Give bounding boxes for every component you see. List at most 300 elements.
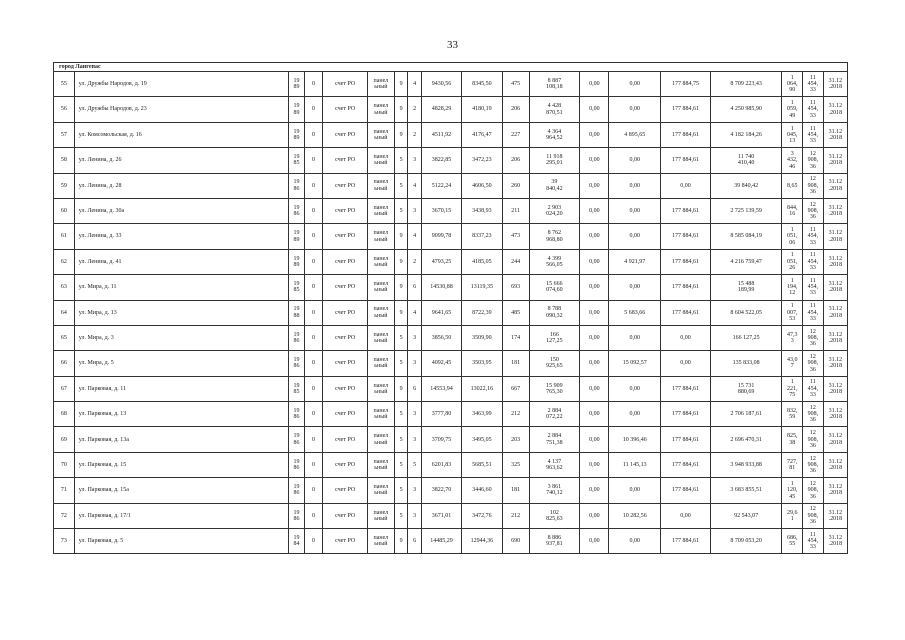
total-cost-cell: 4 364 964,52 bbox=[529, 122, 580, 147]
wall-material-cell: панел ьный bbox=[367, 402, 394, 427]
deadline-cell: 31.12 .2018 bbox=[823, 478, 847, 503]
table-row bbox=[54, 224, 848, 249]
unit-limit-cell: 12 908, 36 bbox=[803, 198, 824, 223]
residents-cell: 181 bbox=[502, 351, 529, 376]
address-cell: ул. Парковая, д. 17/1 bbox=[74, 503, 288, 528]
col-zero-cell: 0 bbox=[304, 325, 323, 350]
floors-cell: 5 bbox=[394, 402, 407, 427]
entrances-cell: 6 bbox=[408, 529, 421, 554]
value-2-cell: 0,00 bbox=[609, 198, 661, 223]
unit-limit-cell: 12 908, 36 bbox=[803, 503, 824, 528]
col-zero-cell: 0 bbox=[304, 529, 323, 554]
value-4-cell: 4 250 985,90 bbox=[710, 97, 781, 122]
address-cell: ул. Дружбы Народов, д. 19 bbox=[74, 72, 288, 97]
row-number-cell: 62 bbox=[54, 249, 75, 274]
deadline-cell: 31.12 .2018 bbox=[823, 376, 847, 401]
unit-cost-cell: 3 432, 46 bbox=[782, 148, 803, 173]
unit-cost-cell: 1 007, 53 bbox=[782, 300, 803, 325]
area-total-cell: 3777,80 bbox=[421, 402, 461, 427]
fund-type-cell: счет РО bbox=[323, 376, 368, 401]
area-living-cell: 3472,76 bbox=[462, 503, 502, 528]
value-3-cell: 177 884,61 bbox=[661, 249, 711, 274]
floors-cell: 5 bbox=[394, 198, 407, 223]
area-living-cell: 3438,93 bbox=[462, 198, 502, 223]
fund-type-cell: счет РО bbox=[323, 275, 368, 300]
entrances-cell: 4 bbox=[408, 72, 421, 97]
wall-material-cell: панел ьный bbox=[367, 478, 394, 503]
entrances-cell: 6 bbox=[408, 275, 421, 300]
table-row bbox=[54, 173, 848, 198]
fund-type-cell: счет РО bbox=[323, 529, 368, 554]
unit-limit-cell: 12 908, 36 bbox=[803, 402, 824, 427]
wall-material-cell: панел ьный bbox=[367, 376, 394, 401]
floors-cell: 9 bbox=[394, 529, 407, 554]
value-1-cell: 0,00 bbox=[580, 198, 609, 223]
value-3-cell: 177 884,61 bbox=[661, 300, 711, 325]
value-3-cell: 177 884,61 bbox=[661, 122, 711, 147]
address-cell: ул. Мира, д. 3 bbox=[74, 325, 288, 350]
unit-cost-cell: 29,6 1 bbox=[782, 503, 803, 528]
build-year-cell: 19 86 bbox=[289, 173, 305, 198]
entrances-cell: 3 bbox=[408, 427, 421, 452]
table-row bbox=[54, 452, 848, 477]
entrances-cell: 2 bbox=[408, 97, 421, 122]
city-header-row bbox=[54, 63, 848, 72]
address-cell: ул. Парковая, д. 13а bbox=[74, 427, 288, 452]
total-cost-cell: 4 137 963,62 bbox=[529, 452, 580, 477]
col-zero-cell: 0 bbox=[304, 97, 323, 122]
value-1-cell: 0,00 bbox=[580, 97, 609, 122]
area-total-cell: 4793,25 bbox=[421, 249, 461, 274]
total-cost-cell: 4 399 566,05 bbox=[529, 249, 580, 274]
wall-material-cell: панел ьный bbox=[367, 529, 394, 554]
residents-cell: 690 bbox=[502, 529, 529, 554]
deadline-cell: 31.12 .2018 bbox=[823, 97, 847, 122]
value-1-cell: 0,00 bbox=[580, 503, 609, 528]
value-1-cell: 0,00 bbox=[580, 72, 609, 97]
floors-cell: 9 bbox=[394, 72, 407, 97]
value-4-cell: 166 127,25 bbox=[710, 325, 781, 350]
area-living-cell: 8337,23 bbox=[462, 224, 502, 249]
deadline-cell: 31.12 .2018 bbox=[823, 503, 847, 528]
value-2-cell: 5 683,66 bbox=[609, 300, 661, 325]
build-year-cell: 19 86 bbox=[289, 452, 305, 477]
row-number-cell: 72 bbox=[54, 503, 75, 528]
fund-type-cell: счет РО bbox=[323, 325, 368, 350]
col-zero-cell: 0 bbox=[304, 300, 323, 325]
total-cost-cell: 4 428 870,51 bbox=[529, 97, 580, 122]
address-cell: ул. Ленина, д. 26 bbox=[74, 148, 288, 173]
col-zero-cell: 0 bbox=[304, 275, 323, 300]
value-2-cell: 4 921,97 bbox=[609, 249, 661, 274]
value-2-cell: 0,00 bbox=[609, 224, 661, 249]
residents-cell: 174 bbox=[502, 325, 529, 350]
wall-material-cell: панел ьный bbox=[367, 275, 394, 300]
value-3-cell: 177 884,75 bbox=[661, 72, 711, 97]
unit-limit-cell: 12 908, 36 bbox=[803, 351, 824, 376]
unit-cost-cell: 1 064, 90 bbox=[782, 72, 803, 97]
floors-cell: 5 bbox=[394, 503, 407, 528]
floors-cell: 9 bbox=[394, 376, 407, 401]
residents-cell: 203 bbox=[502, 427, 529, 452]
entrances-cell: 4 bbox=[408, 173, 421, 198]
value-2-cell: 0,00 bbox=[609, 72, 661, 97]
value-1-cell: 0,00 bbox=[580, 249, 609, 274]
build-year-cell: 19 85 bbox=[289, 376, 305, 401]
value-4-cell: 11 740 410,40 bbox=[710, 148, 781, 173]
fund-type-cell: счет РО bbox=[323, 72, 368, 97]
unit-limit-cell: 11 454, 33 bbox=[803, 275, 824, 300]
value-1-cell: 0,00 bbox=[580, 148, 609, 173]
col-zero-cell: 0 bbox=[304, 402, 323, 427]
fund-type-cell: счет РО bbox=[323, 427, 368, 452]
total-cost-cell: 166 127,25 bbox=[529, 325, 580, 350]
fund-type-cell: счет РО bbox=[323, 249, 368, 274]
area-total-cell: 4092,45 bbox=[421, 351, 461, 376]
value-3-cell: 177 884,61 bbox=[661, 148, 711, 173]
wall-material-cell: панел ьный bbox=[367, 300, 394, 325]
value-1-cell: 0,00 bbox=[580, 173, 609, 198]
total-cost-cell: 2 884 751,38 bbox=[529, 427, 580, 452]
unit-limit-cell: 11 454, 33 bbox=[803, 122, 824, 147]
value-2-cell: 0,00 bbox=[609, 97, 661, 122]
address-cell: ул. Парковая, д. 15а bbox=[74, 478, 288, 503]
col-zero-cell: 0 bbox=[304, 376, 323, 401]
deadline-cell: 31.12 .2018 bbox=[823, 300, 847, 325]
table-row bbox=[54, 325, 848, 350]
wall-material-cell: панел ьный bbox=[367, 148, 394, 173]
address-cell: ул. Мира, д. 5 bbox=[74, 351, 288, 376]
floors-cell: 9 bbox=[394, 224, 407, 249]
wall-material-cell: панел ьный bbox=[367, 72, 394, 97]
value-4-cell: 15 731 880,69 bbox=[710, 376, 781, 401]
area-total-cell: 3856,50 bbox=[421, 325, 461, 350]
area-total-cell: 3822,70 bbox=[421, 478, 461, 503]
entrances-cell: 3 bbox=[408, 478, 421, 503]
area-total-cell: 5122,24 bbox=[421, 173, 461, 198]
unit-limit-cell: 11 454, 33 bbox=[803, 376, 824, 401]
page-number: 33 bbox=[447, 39, 458, 51]
value-1-cell: 0,00 bbox=[580, 376, 609, 401]
unit-cost-cell: 1 194, 12 bbox=[782, 275, 803, 300]
floors-cell: 9 bbox=[394, 249, 407, 274]
residents-cell: 325 bbox=[502, 452, 529, 477]
area-living-cell: 5685,51 bbox=[462, 452, 502, 477]
unit-limit-cell: 11 454, 33 bbox=[803, 72, 824, 97]
area-living-cell: 3509,90 bbox=[462, 325, 502, 350]
fund-type-cell: счет РО bbox=[323, 300, 368, 325]
unit-limit-cell: 12 908, 36 bbox=[803, 452, 824, 477]
build-year-cell: 19 84 bbox=[289, 529, 305, 554]
row-number-cell: 66 bbox=[54, 351, 75, 376]
value-1-cell: 0,00 bbox=[580, 529, 609, 554]
deadline-cell: 31.12 .2018 bbox=[823, 173, 847, 198]
table-row bbox=[54, 122, 848, 147]
residents-cell: 181 bbox=[502, 478, 529, 503]
build-year-cell: 19 85 bbox=[289, 275, 305, 300]
floors-cell: 9 bbox=[394, 275, 407, 300]
value-3-cell: 0,00 bbox=[661, 173, 711, 198]
unit-cost-cell: 825, 38 bbox=[782, 427, 803, 452]
area-total-cell: 14530,88 bbox=[421, 275, 461, 300]
area-total-cell: 3670,15 bbox=[421, 198, 461, 223]
row-number-cell: 64 bbox=[54, 300, 75, 325]
fund-type-cell: счет РО bbox=[323, 97, 368, 122]
total-cost-cell: 8 886 937,81 bbox=[529, 529, 580, 554]
table-row bbox=[54, 376, 848, 401]
value-1-cell: 0,00 bbox=[580, 351, 609, 376]
fund-type-cell: счет РО bbox=[323, 351, 368, 376]
value-2-cell: 11 145,13 bbox=[609, 452, 661, 477]
deadline-cell: 31.12 .2018 bbox=[823, 427, 847, 452]
row-number-cell: 61 bbox=[54, 224, 75, 249]
deadline-cell: 31.12 .2018 bbox=[823, 325, 847, 350]
entrances-cell: 3 bbox=[408, 402, 421, 427]
row-number-cell: 59 bbox=[54, 173, 75, 198]
row-number-cell: 71 bbox=[54, 478, 75, 503]
row-number-cell: 58 bbox=[54, 148, 75, 173]
unit-limit-cell: 11 454, 33 bbox=[803, 249, 824, 274]
unit-limit-cell: 12 908, 36 bbox=[803, 478, 824, 503]
value-3-cell: 177 884,61 bbox=[661, 97, 711, 122]
build-year-cell: 19 89 bbox=[289, 249, 305, 274]
value-3-cell: 177 884,61 bbox=[661, 452, 711, 477]
wall-material-cell: панел ьный bbox=[367, 351, 394, 376]
entrances-cell: 5 bbox=[408, 452, 421, 477]
wall-material-cell: панел ьный bbox=[367, 249, 394, 274]
value-1-cell: 0,00 bbox=[580, 452, 609, 477]
unit-cost-cell: 727, 81 bbox=[782, 452, 803, 477]
row-number-cell: 55 bbox=[54, 72, 75, 97]
col-zero-cell: 0 bbox=[304, 72, 323, 97]
area-total-cell: 9430,56 bbox=[421, 72, 461, 97]
value-3-cell: 0,00 bbox=[661, 351, 711, 376]
total-cost-cell: 11 918 295,01 bbox=[529, 148, 580, 173]
value-2-cell: 0,00 bbox=[609, 325, 661, 350]
value-4-cell: 3 683 855,51 bbox=[710, 478, 781, 503]
address-cell: ул. Парковая, д. 15 bbox=[74, 452, 288, 477]
value-2-cell: 0,00 bbox=[609, 529, 661, 554]
value-2-cell: 10 396,46 bbox=[609, 427, 661, 452]
residents-cell: 206 bbox=[502, 148, 529, 173]
floors-cell: 5 bbox=[394, 173, 407, 198]
area-living-cell: 3446,60 bbox=[462, 478, 502, 503]
deadline-cell: 31.12 .2018 bbox=[823, 452, 847, 477]
fund-type-cell: счет РО bbox=[323, 478, 368, 503]
address-cell: ул. Ленина, д. 30а bbox=[74, 198, 288, 223]
value-3-cell: 0,00 bbox=[661, 325, 711, 350]
value-1-cell: 0,00 bbox=[580, 224, 609, 249]
fund-type-cell: счет РО bbox=[323, 198, 368, 223]
value-1-cell: 0,00 bbox=[580, 478, 609, 503]
value-4-cell: 4 182 184,26 bbox=[710, 122, 781, 147]
unit-limit-cell: 11 454, 33 bbox=[803, 529, 824, 554]
value-3-cell: 177 884,61 bbox=[661, 198, 711, 223]
value-3-cell: 177 884,61 bbox=[661, 402, 711, 427]
deadline-cell: 31.12 .2018 bbox=[823, 529, 847, 554]
value-2-cell: 0,00 bbox=[609, 275, 661, 300]
area-living-cell: 4606,50 bbox=[462, 173, 502, 198]
area-total-cell: 3671,01 bbox=[421, 503, 461, 528]
table-row bbox=[54, 300, 848, 325]
entrances-cell: 2 bbox=[408, 122, 421, 147]
entrances-cell: 4 bbox=[408, 224, 421, 249]
deadline-cell: 31.12 .2018 bbox=[823, 198, 847, 223]
area-living-cell: 3495,05 bbox=[462, 427, 502, 452]
total-cost-cell: 2 884 072,22 bbox=[529, 402, 580, 427]
residents-cell: 211 bbox=[502, 198, 529, 223]
area-living-cell: 4185,05 bbox=[462, 249, 502, 274]
deadline-cell: 31.12 .2018 bbox=[823, 249, 847, 274]
wall-material-cell: панел ьный bbox=[367, 452, 394, 477]
build-year-cell: 19 85 bbox=[289, 148, 305, 173]
value-3-cell: 177 884,61 bbox=[661, 427, 711, 452]
total-cost-cell: 8 762 968,80 bbox=[529, 224, 580, 249]
address-cell: ул. Парковая, д. 11 bbox=[74, 376, 288, 401]
entrances-cell: 4 bbox=[408, 300, 421, 325]
value-1-cell: 0,00 bbox=[580, 427, 609, 452]
table-row bbox=[54, 198, 848, 223]
address-cell: ул. Комсомольская, д. 16 bbox=[74, 122, 288, 147]
row-number-cell: 65 bbox=[54, 325, 75, 350]
area-total-cell: 4511,92 bbox=[421, 122, 461, 147]
col-zero-cell: 0 bbox=[304, 351, 323, 376]
build-year-cell: 19 88 bbox=[289, 300, 305, 325]
col-zero-cell: 0 bbox=[304, 224, 323, 249]
entrances-cell: 3 bbox=[408, 351, 421, 376]
unit-limit-cell: 12 908, 36 bbox=[803, 427, 824, 452]
wall-material-cell: панел ьный bbox=[367, 198, 394, 223]
build-year-cell: 19 89 bbox=[289, 122, 305, 147]
col-zero-cell: 0 bbox=[304, 427, 323, 452]
area-total-cell: 4828,29 bbox=[421, 97, 461, 122]
fund-type-cell: счет РО bbox=[323, 503, 368, 528]
table-row bbox=[54, 351, 848, 376]
table-row bbox=[54, 249, 848, 274]
value-2-cell: 4 895,65 bbox=[609, 122, 661, 147]
floors-cell: 9 bbox=[394, 122, 407, 147]
build-year-cell: 19 89 bbox=[289, 97, 305, 122]
total-cost-cell: 15 666 074,60 bbox=[529, 275, 580, 300]
floors-cell: 9 bbox=[394, 97, 407, 122]
col-zero-cell: 0 bbox=[304, 173, 323, 198]
value-4-cell: 92 543,07 bbox=[710, 503, 781, 528]
row-number-cell: 68 bbox=[54, 402, 75, 427]
value-3-cell: 177 884,61 bbox=[661, 376, 711, 401]
fund-type-cell: счет РО bbox=[323, 224, 368, 249]
row-number-cell: 60 bbox=[54, 198, 75, 223]
area-living-cell: 4180,19 bbox=[462, 97, 502, 122]
unit-limit-cell: 12 908, 36 bbox=[803, 148, 824, 173]
address-cell: ул. Парковая, д. 5 bbox=[74, 529, 288, 554]
area-total-cell: 14553,94 bbox=[421, 376, 461, 401]
total-cost-cell: 2 903 024,20 bbox=[529, 198, 580, 223]
row-number-cell: 56 bbox=[54, 97, 75, 122]
deadline-cell: 31.12 .2018 bbox=[823, 72, 847, 97]
area-living-cell: 3463,99 bbox=[462, 402, 502, 427]
area-living-cell: 3472,23 bbox=[462, 148, 502, 173]
row-number-cell: 73 bbox=[54, 529, 75, 554]
area-living-cell: 13022,16 bbox=[462, 376, 502, 401]
value-2-cell: 0,00 bbox=[609, 148, 661, 173]
residents-cell: 244 bbox=[502, 249, 529, 274]
entrances-cell: 3 bbox=[408, 198, 421, 223]
value-2-cell: 0,00 bbox=[609, 173, 661, 198]
area-total-cell: 3822,85 bbox=[421, 148, 461, 173]
floors-cell: 5 bbox=[394, 325, 407, 350]
unit-cost-cell: 1 051, 26 bbox=[782, 249, 803, 274]
col-zero-cell: 0 bbox=[304, 148, 323, 173]
value-3-cell: 177 884,61 bbox=[661, 275, 711, 300]
deadline-cell: 31.12 .2018 bbox=[823, 275, 847, 300]
col-zero-cell: 0 bbox=[304, 478, 323, 503]
area-living-cell: 3503,95 bbox=[462, 351, 502, 376]
unit-cost-cell: 1 059, 49 bbox=[782, 97, 803, 122]
total-cost-cell: 8 887 108,18 bbox=[529, 72, 580, 97]
unit-limit-cell: 11 454, 33 bbox=[803, 224, 824, 249]
table-row bbox=[54, 275, 848, 300]
wall-material-cell: панел ьный bbox=[367, 325, 394, 350]
wall-material-cell: панел ьный bbox=[367, 173, 394, 198]
entrances-cell: 6 bbox=[408, 376, 421, 401]
residents-cell: 473 bbox=[502, 224, 529, 249]
unit-cost-cell: 1 221, 75 bbox=[782, 376, 803, 401]
col-zero-cell: 0 bbox=[304, 452, 323, 477]
value-4-cell: 3 948 933,88 bbox=[710, 452, 781, 477]
fund-type-cell: счет РО bbox=[323, 452, 368, 477]
floors-cell: 9 bbox=[394, 300, 407, 325]
row-number-cell: 70 bbox=[54, 452, 75, 477]
wall-material-cell: панел ьный bbox=[367, 97, 394, 122]
value-4-cell: 8 585 084,19 bbox=[710, 224, 781, 249]
value-2-cell: 15 092,57 bbox=[609, 351, 661, 376]
wall-material-cell: панел ьный bbox=[367, 122, 394, 147]
value-4-cell: 4 216 759,47 bbox=[710, 249, 781, 274]
value-1-cell: 0,00 bbox=[580, 275, 609, 300]
entrances-cell: 3 bbox=[408, 325, 421, 350]
residents-cell: 475 bbox=[502, 72, 529, 97]
value-4-cell: 135 833,08 bbox=[710, 351, 781, 376]
build-year-cell: 19 89 bbox=[289, 224, 305, 249]
col-zero-cell: 0 bbox=[304, 503, 323, 528]
total-cost-cell: 8 788 090,32 bbox=[529, 300, 580, 325]
build-year-cell: 19 86 bbox=[289, 478, 305, 503]
unit-cost-cell: 43,0 7 bbox=[782, 351, 803, 376]
unit-limit-cell: 11 454, 33 bbox=[803, 97, 824, 122]
fund-type-cell: счет РО bbox=[323, 173, 368, 198]
total-cost-cell: 39 840,42 bbox=[529, 173, 580, 198]
value-4-cell: 15 488 189,99 bbox=[710, 275, 781, 300]
area-living-cell: 13119,35 bbox=[462, 275, 502, 300]
unit-cost-cell: 1 120, 45 bbox=[782, 478, 803, 503]
address-cell: ул. Ленина, д. 41 bbox=[74, 249, 288, 274]
value-2-cell: 10 282,56 bbox=[609, 503, 661, 528]
unit-limit-cell: 12 908, 36 bbox=[803, 173, 824, 198]
value-4-cell: 2 706 187,61 bbox=[710, 402, 781, 427]
col-zero-cell: 0 bbox=[304, 122, 323, 147]
address-cell: ул. Мира, д. 11 bbox=[74, 275, 288, 300]
area-living-cell: 12944,36 bbox=[462, 529, 502, 554]
floors-cell: 5 bbox=[394, 478, 407, 503]
build-year-cell: 19 86 bbox=[289, 427, 305, 452]
fund-type-cell: счет РО bbox=[323, 122, 368, 147]
unit-cost-cell: 8,65 bbox=[782, 173, 803, 198]
area-total-cell: 14485,29 bbox=[421, 529, 461, 554]
col-zero-cell: 0 bbox=[304, 249, 323, 274]
total-cost-cell: 102 825,63 bbox=[529, 503, 580, 528]
total-cost-cell: 15 909 765,30 bbox=[529, 376, 580, 401]
deadline-cell: 31.12 .2018 bbox=[823, 122, 847, 147]
